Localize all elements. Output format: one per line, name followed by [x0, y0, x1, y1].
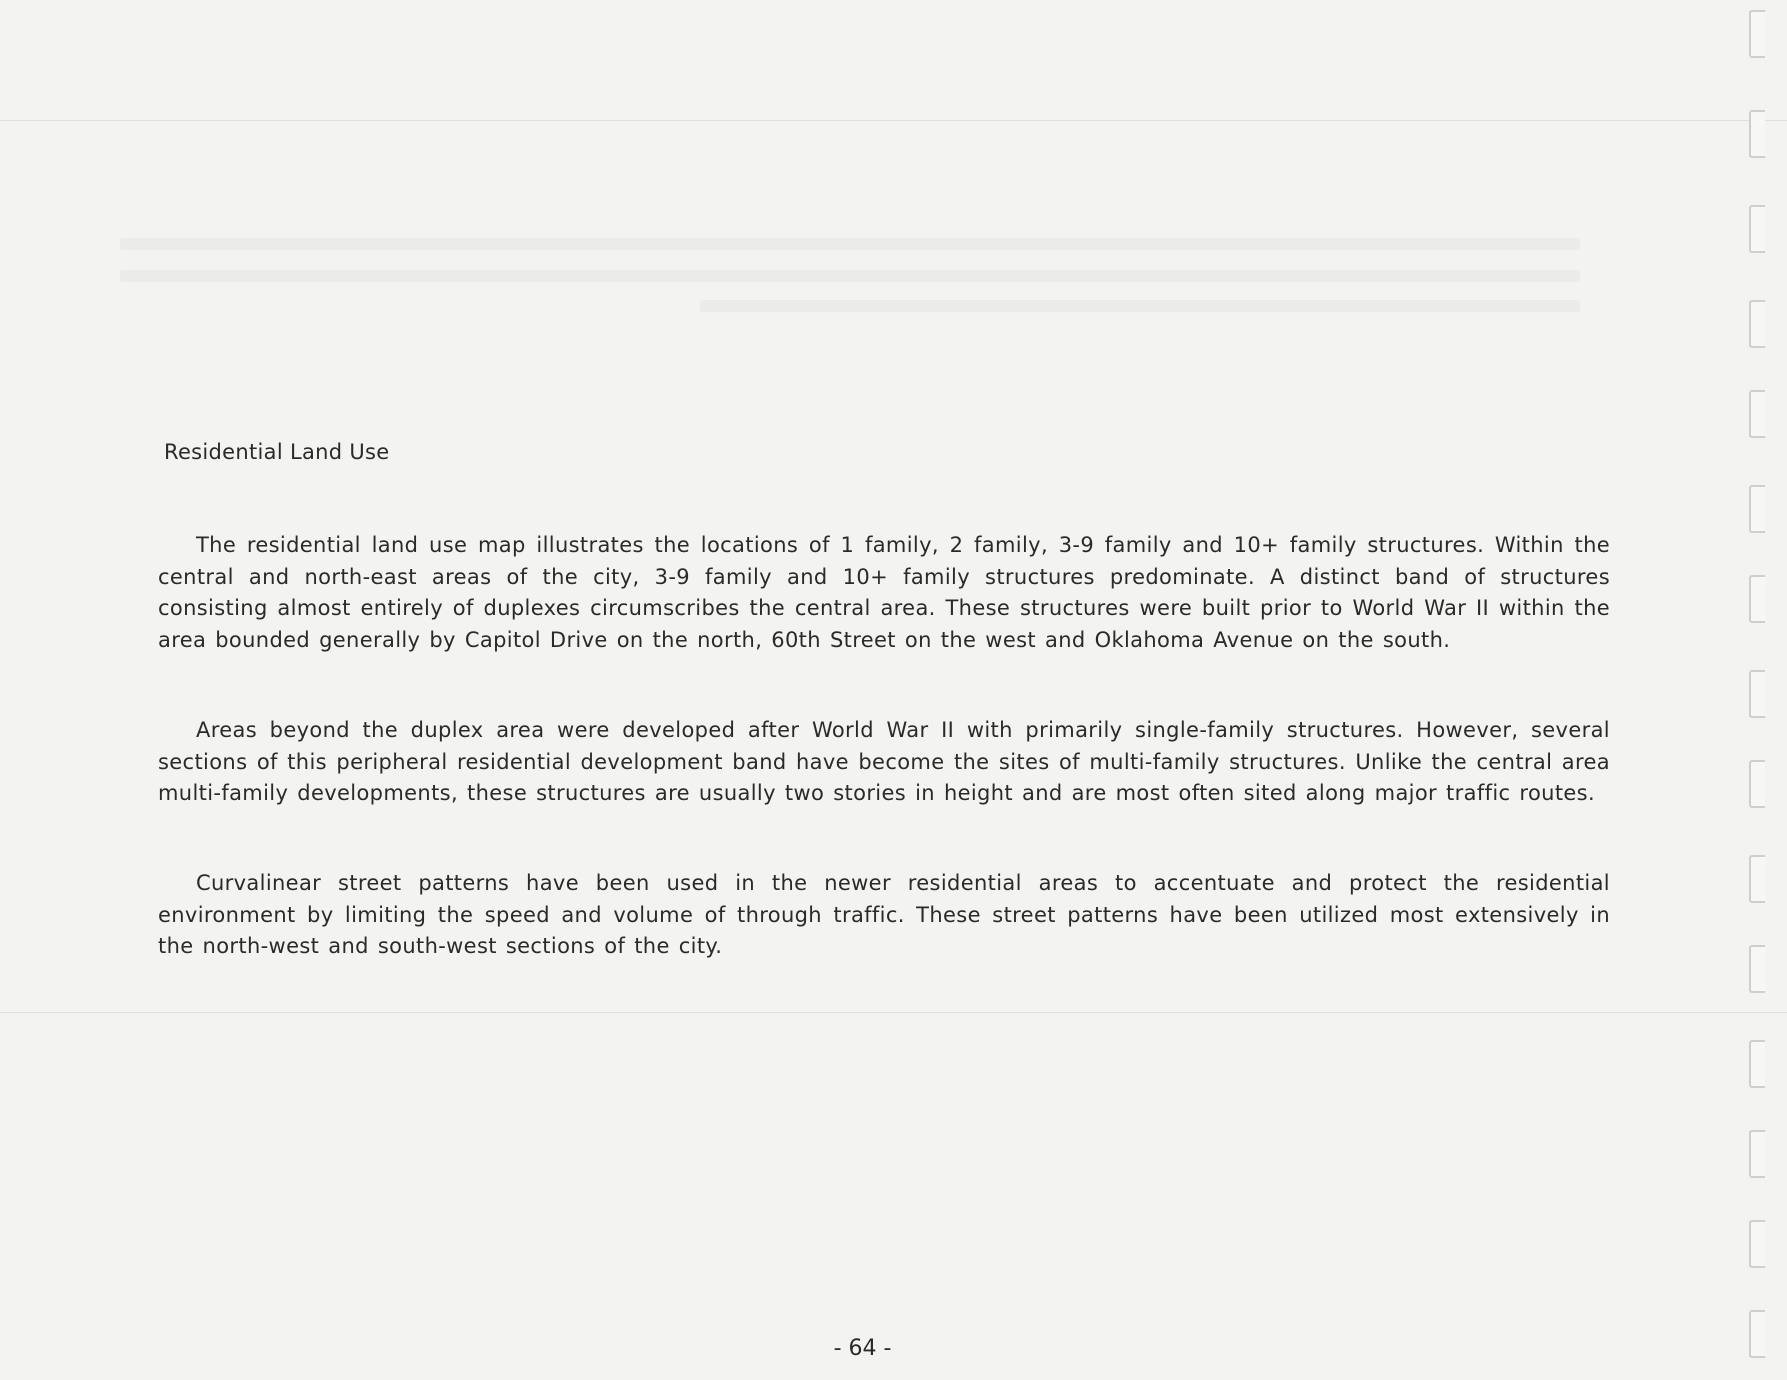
binding-hole [1749, 205, 1765, 253]
binding-hole [1749, 760, 1765, 808]
binding-hole [1749, 1040, 1765, 1088]
binding-hole [1749, 855, 1765, 903]
paragraph-2: Areas beyond the duplex area were developed after World War II with primarily single-family structures. However, several sections of this peripheral residential development band have become the sites of multi-family structures. Unlike the central area multi-family developments, these structures are usually two stories in height and are most often sited along major traffic routes. [158, 718, 1610, 805]
ghost-text-line [120, 270, 1580, 282]
binding-hole [1749, 10, 1765, 58]
binding-hole [1749, 575, 1765, 623]
ghost-rule-top [0, 120, 1787, 121]
binding-hole [1749, 485, 1765, 533]
binding-hole [1749, 390, 1765, 438]
binding-hole [1749, 300, 1765, 348]
binding-hole [1749, 110, 1765, 158]
ghost-text-line [120, 238, 1580, 250]
paragraph-3: Curvalinear street patterns have been used in the newer residential areas to accentuate and protect the residential environment by limiting the speed and volume of through traffic. These street patterns have been utilized most extensively in the north-west and south-west sections of the city. [158, 871, 1610, 958]
binding-hole [1749, 1220, 1765, 1268]
binding-hole [1749, 1130, 1765, 1178]
binding-hole [1749, 670, 1765, 718]
section-heading: Residential Land Use [164, 440, 390, 464]
ghost-text-line [700, 300, 1580, 312]
page-number: - 64 - [833, 1336, 892, 1361]
binding-hole [1749, 1310, 1765, 1358]
paragraph-1: The residential land use map illustrates the locations of 1 family, 2 family, 3-9 family and 10+ family structures. Within the central and north-east areas of the city, 3-9 family and 10+ family structures predominate. A distinct band of structures consisting almost entirely of duplexes circumscribes the central area. These structures were built prior to World War II within the area bounded generally by Capitol Drive on the north, 60th Street on the west and Oklahoma Avenue on the south. [158, 533, 1610, 652]
binding-hole [1749, 945, 1765, 993]
ghost-rule-bottom [0, 1012, 1787, 1013]
